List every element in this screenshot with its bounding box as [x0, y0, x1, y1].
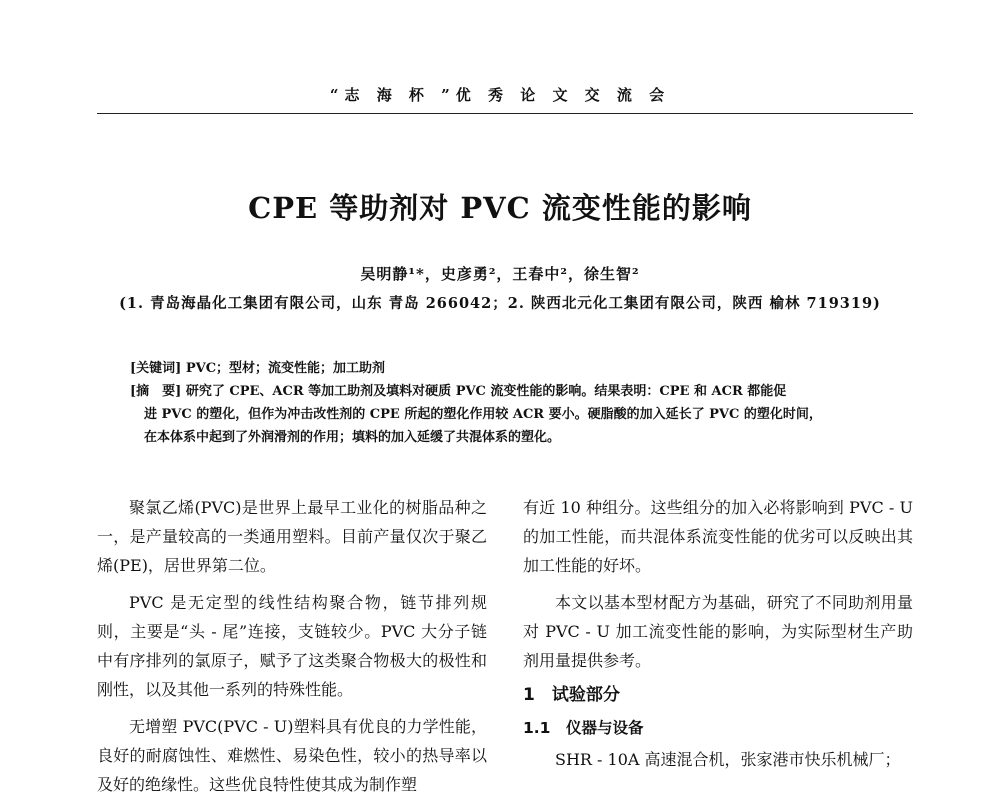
summary-label: [摘 要]	[130, 384, 182, 399]
body-paragraph: 无增塑 PVC(PVC - U)塑料具有优良的力学性能，良好的耐腐蚀性、难燃性、易染色性，较小的热导率以及好的绝缘性。这些优良特性使其成为制作塑	[97, 717, 487, 794]
authors: 吴明静¹*，史彦勇²，王春中²，徐生智²	[360, 265, 640, 283]
summary-line-2: 进 PVC 的塑化，但作为冲击改性剂的 CPE 所起的塑化作用较 ACR 要小。硬脂酸的加入延长了 PVC 的塑化时间，	[144, 407, 822, 422]
section-heading: 1 试验部分	[523, 685, 620, 705]
keywords: PVC；型材；流变性能；加工助剂	[185, 361, 386, 376]
summary-line-1	[130, 380, 890, 403]
body-paragraph: SHR - 10A 高速混合机，张家港市快乐机械厂；	[555, 750, 901, 769]
body-paragraph: 聚氯乙烯(PVC)是世界上最早工业化的树脂品种之一，是产量较高的一类通用塑料。目前产量仅次于聚乙烯(PE)，居世界第二位。	[97, 498, 487, 575]
running-header: “志 海 杯 ”优 秀 论 文 交 流 会	[329, 86, 671, 104]
keywords-line	[130, 357, 890, 380]
abstract-block	[130, 357, 890, 449]
body-paragraph: 本文以基本型材配方为基础，研究了不同助剂用量对 PVC - U 加工流变性能的影响，为实际型材生产助剂用量提供参考。	[523, 593, 913, 670]
body-right-column	[523, 493, 913, 774]
keywords-label: [关键词]	[130, 361, 182, 376]
affiliations: (1. 青岛海晶化工集团有限公司，山东 青岛 266042；2. 陕西北元化工集团有限公司，陕西 榆林 719319)	[119, 295, 881, 312]
summary-line-3: 在本体系中起到了外润滑剂的作用；填料的加入延缓了共混体系的塑化。	[144, 430, 561, 445]
subsection-heading: 1.1 仪器与设备	[523, 719, 644, 737]
summary-text-1: 研究了 CPE、ACR 等加工助剂及填料对硬质 PVC 流变性能的影响。结果表明：CPE 和 ACR 都能促	[185, 384, 787, 399]
body-paragraph: 有近 10 种组分。这些组分的加入必将影响到 PVC - U 的加工性能，而共混体系流变性能的优劣可以反映出其加工性能的好坏。	[523, 498, 913, 575]
article-title: CPE 等助剂对 PVC 流变性能的影响	[248, 191, 752, 225]
header-rule	[97, 113, 913, 114]
body-paragraph: PVC 是无定型的线性结构聚合物，链节排列规则，主要是“头 - 尾”连接，支链较少。PVC 大分子链中有序排列的氯原子，赋予了这类聚合物极大的极性和刚性，以及其他一系列的特殊性能。	[97, 593, 487, 699]
body-left-column	[97, 493, 487, 799]
